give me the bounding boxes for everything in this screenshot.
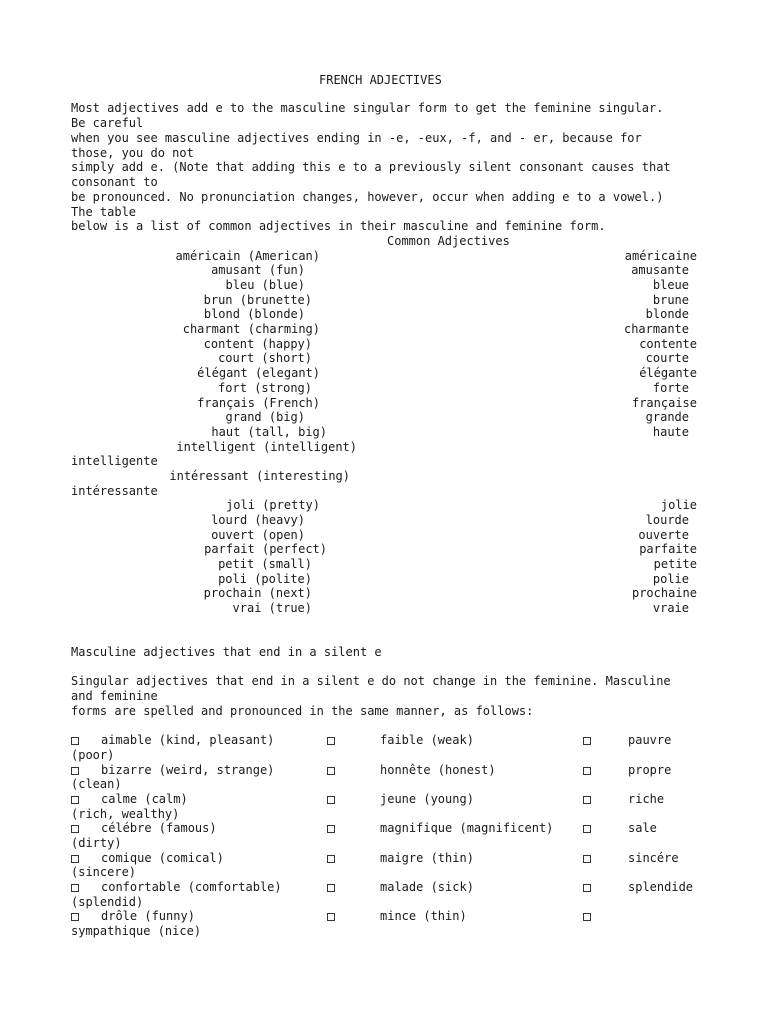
intro-line: below is a list of common adjectives in their masculine and feminine form.: [71, 219, 606, 233]
section-heading: Masculine adjectives that end in a silent e: [71, 645, 382, 659]
bullet-icon: [583, 855, 591, 863]
feminine-cell: intelligente: [71, 454, 158, 468]
masculine-cell: content (happy): [203, 337, 312, 351]
feminine-cell: ouverte: [638, 528, 689, 542]
bullet-icon: [583, 796, 591, 804]
list-item-wrap: (rich, wealthy): [71, 807, 180, 821]
masculine-cell: intéressant (interesting): [169, 469, 350, 483]
bullet-icon: [71, 825, 79, 833]
masculine-cell: charmant (charming): [182, 322, 320, 336]
masculine-cell: poli (polite): [218, 572, 312, 586]
masculine-cell: parfait (perfect): [204, 542, 327, 556]
list-item: propre: [628, 763, 672, 777]
list-item-wrap: (poor): [71, 748, 115, 762]
feminine-cell: polie: [652, 572, 689, 586]
bullet-icon: [327, 913, 335, 921]
list-item-wrap: (dirty): [71, 836, 122, 850]
section-line: and feminine: [71, 689, 158, 703]
masculine-cell: court (short): [218, 351, 312, 365]
list-item: maigre (thin): [380, 851, 474, 865]
masculine-cell: lourd (heavy): [211, 513, 305, 527]
list-item: faible (weak): [380, 733, 474, 747]
page-title: FRENCH ADJECTIVES: [319, 73, 442, 87]
bullet-icon: [71, 884, 79, 892]
list-item-wrap: (splendid): [71, 895, 144, 909]
masculine-cell: blond (blonde): [203, 307, 305, 321]
list-item: malade (sick): [380, 880, 474, 894]
feminine-cell: petite: [653, 557, 697, 571]
bullet-icon: [327, 855, 335, 863]
list-item: célébre (famous): [101, 821, 217, 835]
masculine-cell: vrai (true): [232, 601, 312, 615]
feminine-cell: bleue: [652, 278, 689, 292]
bullet-icon: [327, 796, 335, 804]
masculine-cell: grand (big): [225, 410, 305, 424]
bullet-icon: [71, 913, 79, 921]
intro-line: Be careful: [71, 116, 144, 130]
feminine-cell: américaine: [624, 249, 697, 263]
section-line: forms are spelled and pronounced in the same manner, as follows:: [71, 704, 534, 718]
bullet-icon: [327, 767, 335, 775]
masculine-cell: ouvert (open): [211, 528, 305, 542]
feminine-cell: élégante: [639, 366, 697, 380]
list-item: pauvre: [628, 733, 672, 747]
bullet-icon: [71, 796, 79, 804]
list-item: mince (thin): [380, 909, 467, 923]
bullet-icon: [327, 825, 335, 833]
feminine-cell: jolie: [660, 498, 697, 512]
list-item: sincére: [628, 851, 679, 865]
list-item: sale: [628, 821, 657, 835]
intro-line: simply add e. (Note that adding this e to a previously silent consonant causes that: [71, 160, 671, 174]
masculine-cell: prochain (next): [203, 586, 312, 600]
bullet-icon: [583, 737, 591, 745]
masculine-cell: brun (brunette): [203, 293, 312, 307]
list-item: jeune (young): [380, 792, 474, 806]
feminine-cell: lourde: [645, 513, 689, 527]
list-item: bizarre (weird, strange): [101, 763, 275, 777]
bullet-icon: [583, 825, 591, 833]
masculine-cell: bleu (blue): [225, 278, 305, 292]
section-line: Singular adjectives that end in a silent e do not change in the feminine. Masculine: [71, 674, 671, 688]
feminine-cell: prochaine: [631, 586, 697, 600]
bullet-icon: [583, 767, 591, 775]
intro-line: those, you do not: [71, 146, 194, 160]
bullet-icon: [71, 737, 79, 745]
masculine-cell: américain (American): [175, 249, 320, 263]
feminine-cell: charmante: [623, 322, 689, 336]
masculine-cell: joli (pretty): [226, 498, 320, 512]
feminine-cell: contente: [639, 337, 697, 351]
masculine-cell: fort (strong): [218, 381, 312, 395]
list-item: drôle (funny): [101, 909, 195, 923]
feminine-cell: grande: [645, 410, 689, 424]
list-item: honnête (honest): [380, 763, 496, 777]
masculine-cell: petit (small): [218, 557, 312, 571]
bullet-icon: [71, 855, 79, 863]
bullet-icon: [583, 884, 591, 892]
masculine-cell: haut (tall, big): [211, 425, 327, 439]
feminine-cell: amusante: [631, 263, 689, 277]
list-item-wrap: (sincere): [71, 865, 137, 879]
bullet-icon: [327, 884, 335, 892]
masculine-cell: français (French): [197, 396, 320, 410]
feminine-cell: courte: [645, 351, 689, 365]
feminine-cell: française: [631, 396, 697, 410]
bullet-icon: [583, 913, 591, 921]
masculine-cell: élégant (elegant): [197, 366, 320, 380]
list-item: riche: [628, 792, 665, 806]
list-item-wrap: sympathique (nice): [71, 924, 202, 938]
bullet-icon: [71, 767, 79, 775]
intro-line: be pronounced. No pronunciation changes, however, occur when adding e to a vowel.): [71, 190, 664, 204]
list-item: comique (comical): [101, 851, 224, 865]
bullet-icon: [327, 737, 335, 745]
feminine-cell: parfaite: [639, 542, 697, 556]
feminine-cell: vraie: [652, 601, 689, 615]
feminine-cell: brune: [652, 293, 689, 307]
intro-line: consonant to: [71, 175, 158, 189]
list-item: aimable (kind, pleasant): [101, 733, 275, 747]
table-title: Common Adjectives: [387, 234, 510, 248]
intro-line: when you see masculine adjectives ending in -e, -eux, -f, and - er, because for: [71, 131, 642, 145]
feminine-cell: haute: [652, 425, 689, 439]
masculine-cell: amusant (fun): [211, 263, 305, 277]
list-item-wrap: (clean): [71, 777, 122, 791]
feminine-cell: forte: [652, 381, 689, 395]
masculine-cell: intelligent (intelligent): [176, 440, 357, 454]
feminine-cell: blonde: [645, 307, 689, 321]
list-item: splendide: [628, 880, 694, 894]
feminine-cell: intéressante: [71, 484, 158, 498]
list-item: calme (calm): [101, 792, 188, 806]
intro-line: Most adjectives add e to the masculine singular form to get the feminine singular.: [71, 101, 664, 115]
intro-line: The table: [71, 205, 137, 219]
list-item: magnifique (magnificent): [380, 821, 554, 835]
list-item: confortable (comfortable): [101, 880, 282, 894]
